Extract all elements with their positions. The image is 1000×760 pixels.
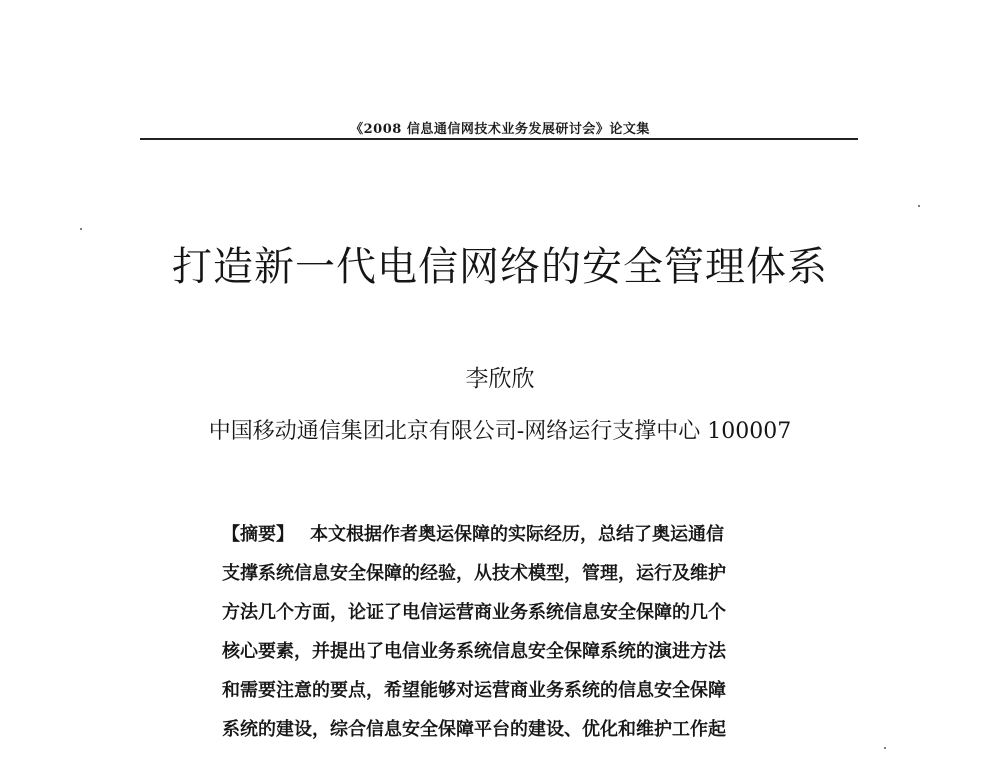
scan-speck (918, 205, 920, 207)
abstract-line: 和需要注意的要点，希望能够对运营商业务系统的信息安全保障 (222, 680, 726, 701)
scan-speck (80, 228, 82, 230)
abstract-line (222, 521, 782, 560)
author-name: 李欣欣 (465, 366, 535, 392)
abstract-line-text: 本文根据作者奥运保障的实际经历，总结了奥运通信 (310, 524, 724, 545)
abstract-label: 【摘要】 (222, 524, 294, 545)
abstract-line: 系统的建设，综合信息安全保障平台的建设、优化和维护工作起 (222, 719, 726, 740)
paper-title: 打造新一代电信网络的安全管理体系 (172, 244, 828, 290)
header-rule (140, 138, 858, 140)
running-header: 《2008 信息通信网技术业务发展研讨会》论文集 (350, 122, 650, 137)
author-affiliation: 中国移动通信集团北京有限公司-网络运行支撑中心 100007 (208, 419, 792, 444)
abstract-line: 方法几个方面，论证了电信运营商业务系统信息安全保障的几个 (222, 602, 726, 623)
abstract-block (222, 521, 782, 755)
abstract-line: 支撑系统信息安全保障的经验，从技术模型，管理，运行及维护 (222, 563, 726, 584)
scan-speck (884, 747, 886, 749)
abstract-line: 核心要素，并提出了电信业务系统信息安全保障系统的演进方法 (222, 641, 726, 662)
